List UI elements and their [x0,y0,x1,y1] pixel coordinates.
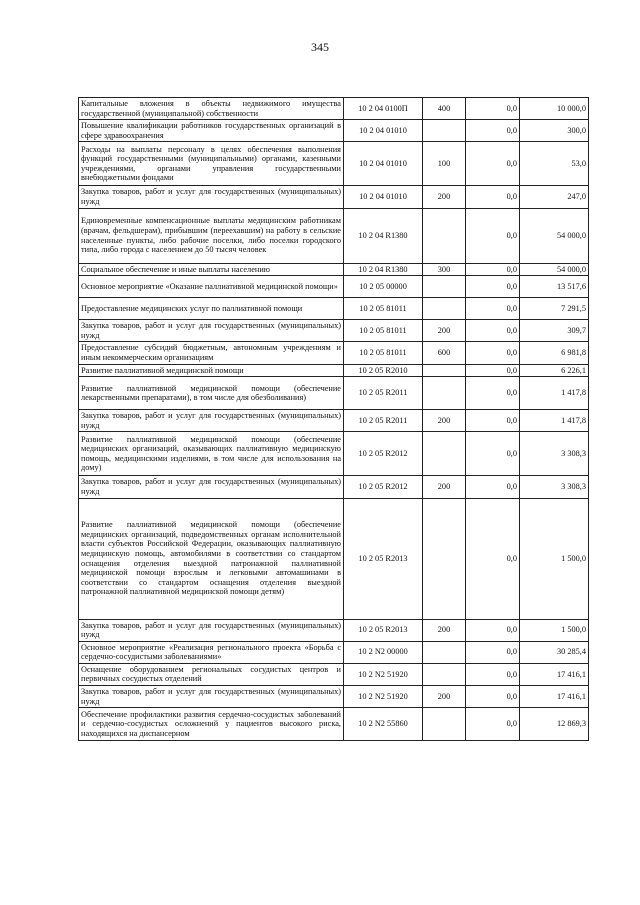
row-type-cell: 600 [423,342,466,364]
row-value-2019-cell: 0,0 [466,120,520,142]
row-code-cell: 10 2 05 R2010 [344,364,423,377]
row-code-cell: 10 2 05 R2012 [344,476,423,498]
row-value-2020-cell: 3 308,3 [520,432,589,476]
table-row [79,298,589,320]
row-value-2020-cell: 309,7 [520,320,589,342]
row-type-cell: 300 [423,263,466,276]
row-code-cell: 10 2 N2 51920 [344,663,423,685]
row-name-cell: Повышение квалификации работников государственных организаций в сфере здравоохранения [79,120,344,142]
row-value-2019-cell: 0,0 [466,263,520,276]
row-value-2020-cell: 30 285,4 [520,641,589,663]
table-row [79,432,589,476]
table-row [79,120,589,142]
table-row [79,142,589,186]
row-type-cell [423,708,466,741]
row-value-2020-cell: 12 869,3 [520,708,589,741]
table-row [79,342,589,364]
budget-table [78,97,589,741]
table-row [79,663,589,685]
row-name-cell: Предоставление медицинских услуг по паллиативной помощи [79,298,344,320]
table-row [79,686,589,708]
table-row [79,708,589,741]
row-value-2020-cell: 54 000,0 [520,263,589,276]
row-code-cell: 10 2 04 0100П [344,98,423,120]
table-row [79,377,589,410]
row-value-2019-cell: 0,0 [466,342,520,364]
row-value-2020-cell: 1 500,0 [520,498,589,619]
row-name-cell: Закупка товаров, работ и услуг для государственных (муниципальных) нужд [79,619,344,641]
row-value-2020-cell: 54 000,0 [520,208,589,263]
row-value-2019-cell: 0,0 [466,320,520,342]
row-value-2019-cell: 0,0 [466,364,520,377]
row-value-2020-cell: 53,0 [520,142,589,186]
table-row [79,619,589,641]
table-row [79,476,589,498]
row-type-cell: 200 [423,320,466,342]
row-name-cell: Закупка товаров, работ и услуг для государственных (муниципальных) нужд [79,186,344,208]
row-value-2020-cell: 247,0 [520,186,589,208]
row-type-cell [423,276,466,298]
row-value-2019-cell: 0,0 [466,410,520,432]
row-code-cell: 10 2 05 R2013 [344,498,423,619]
row-value-2020-cell: 17 416,1 [520,663,589,685]
row-name-cell: Развитие паллиативной медицинской помощи (обеспечение медицинских организаций, оказывающих паллиативную медицинскую помощь, медицинскими изделиями, в том числе для использования на дому) [79,432,344,476]
row-name-cell: Развитие паллиативной медицинской помощи (обеспечение медицинских организаций, подведомственных органам исполнительной власти субъектов Российской Федерации, оказывающих паллиативную медицинскую помощь, автомобилями в соответствии со стандартом оснащения отделения выездной патронажной паллиативной медицинской помощи взрослым и легковыми автомашинами в соответствии со стандартом оснащения отделения выездной патронажной паллиативной медицинской помощи детям) [79,498,344,619]
row-value-2019-cell: 0,0 [466,208,520,263]
row-type-cell: 200 [423,410,466,432]
row-value-2020-cell: 13 517,6 [520,276,589,298]
row-name-cell: Предоставление субсидий бюджетным, автономным учреждениям и иным некоммерческим организациям [79,342,344,364]
table-row [79,498,589,619]
row-type-cell [423,120,466,142]
row-name-cell: Капитальные вложения в объекты недвижимого имущества государственной (муниципальной) собственности [79,98,344,120]
row-value-2019-cell: 0,0 [466,186,520,208]
row-value-2020-cell: 6 981,8 [520,342,589,364]
row-value-2020-cell: 1 500,0 [520,619,589,641]
row-code-cell: 10 2 N2 00000 [344,641,423,663]
row-code-cell: 10 2 05 R2011 [344,377,423,410]
budget-table-body [79,98,589,741]
row-value-2020-cell: 300,0 [520,120,589,142]
row-code-cell: 10 2 04 01010 [344,186,423,208]
row-type-cell: 200 [423,686,466,708]
table-row [79,320,589,342]
row-value-2020-cell: 10 000,0 [520,98,589,120]
row-code-cell: 10 2 04 R1380 [344,263,423,276]
row-name-cell: Закупка товаров, работ и услуг для государственных (муниципальных) нужд [79,686,344,708]
row-name-cell: Основное мероприятие «Реализация регионального проекта «Борьба с сердечно-сосудистыми заболеваниями» [79,641,344,663]
row-value-2019-cell: 0,0 [466,432,520,476]
row-value-2020-cell: 17 416,1 [520,686,589,708]
row-name-cell: Социальное обеспечение и иные выплаты населению [79,263,344,276]
row-name-cell: Развитие паллиативной медицинской помощи [79,364,344,377]
row-code-cell: 10 2 05 R2011 [344,410,423,432]
row-type-cell: 200 [423,186,466,208]
table-row [79,186,589,208]
table-row [79,263,589,276]
row-value-2020-cell: 1 417,8 [520,410,589,432]
table-row [79,276,589,298]
row-value-2019-cell: 0,0 [466,276,520,298]
row-code-cell: 10 2 05 81011 [344,298,423,320]
row-name-cell: Закупка товаров, работ и услуг для государственных (муниципальных) нужд [79,410,344,432]
row-type-cell [423,641,466,663]
row-value-2020-cell: 1 417,8 [520,377,589,410]
row-name-cell: Расходы на выплаты персоналу в целях обеспечения выполнения функций государственными (муниципальными) органами, казенными учреждениями, органами управления государственными внебюджетными фондами [79,142,344,186]
row-value-2020-cell: 7 291,5 [520,298,589,320]
row-value-2019-cell: 0,0 [466,476,520,498]
row-type-cell [423,432,466,476]
row-code-cell: 10 2 05 00000 [344,276,423,298]
row-code-cell: 10 2 04 01010 [344,120,423,142]
row-value-2019-cell: 0,0 [466,663,520,685]
row-type-cell: 200 [423,619,466,641]
page-number: 345 [311,40,329,54]
row-type-cell [423,298,466,320]
row-name-cell: Закупка товаров, работ и услуг для государственных (муниципальных) нужд [79,476,344,498]
row-type-cell: 100 [423,142,466,186]
row-value-2019-cell: 0,0 [466,708,520,741]
row-value-2019-cell: 0,0 [466,142,520,186]
row-code-cell: 10 2 N2 51920 [344,686,423,708]
table-row [79,364,589,377]
row-name-cell: Закупка товаров, работ и услуг для государственных (муниципальных) нужд [79,320,344,342]
table-row [79,410,589,432]
row-value-2019-cell: 0,0 [466,498,520,619]
row-type-cell [423,377,466,410]
row-type-cell [423,364,466,377]
row-value-2019-cell: 0,0 [466,98,520,120]
row-type-cell: 400 [423,98,466,120]
row-value-2019-cell: 0,0 [466,619,520,641]
row-name-cell: Основное мероприятие «Оказание паллиативной медицинской помощи» [79,276,344,298]
row-type-cell: 200 [423,476,466,498]
row-name-cell: Единовременные компенсационные выплаты медицинским работникам (врачам, фельдшерам), прибывшим (переехавшим) на работу в сельские населенные пункты, либо рабочие поселки, либо поселки городского типа, либо города с населением до 50 тысяч человек [79,208,344,263]
row-name-cell: Оснащение оборудованием региональных сосудистых центров и первичных сосудистых отделений [79,663,344,685]
row-value-2019-cell: 0,0 [466,298,520,320]
row-type-cell [423,208,466,263]
row-name-cell: Обеспечение профилактики развития сердечно-сосудистых заболеваний и сердечно-сосудистых осложнений у пациентов высокого риска, находящихся на диспансерном [79,708,344,741]
row-code-cell: 10 2 04 R1380 [344,208,423,263]
row-value-2020-cell: 3 308,3 [520,476,589,498]
row-name-cell: Развитие паллиативной медицинской помощи (обеспечение лекарственными препаратами), в том числе для обезболивания) [79,377,344,410]
row-type-cell [423,498,466,619]
row-value-2019-cell: 0,0 [466,377,520,410]
table-row [79,98,589,120]
row-code-cell: 10 2 04 01010 [344,142,423,186]
row-value-2019-cell: 0,0 [466,641,520,663]
row-type-cell [423,663,466,685]
row-code-cell: 10 2 05 81011 [344,342,423,364]
row-code-cell: 10 2 N2 55860 [344,708,423,741]
row-code-cell: 10 2 05 R2013 [344,619,423,641]
row-value-2020-cell: 6 226,1 [520,364,589,377]
row-code-cell: 10 2 05 R2012 [344,432,423,476]
row-value-2019-cell: 0,0 [466,686,520,708]
table-row [79,208,589,263]
table-row [79,641,589,663]
row-code-cell: 10 2 05 81011 [344,320,423,342]
